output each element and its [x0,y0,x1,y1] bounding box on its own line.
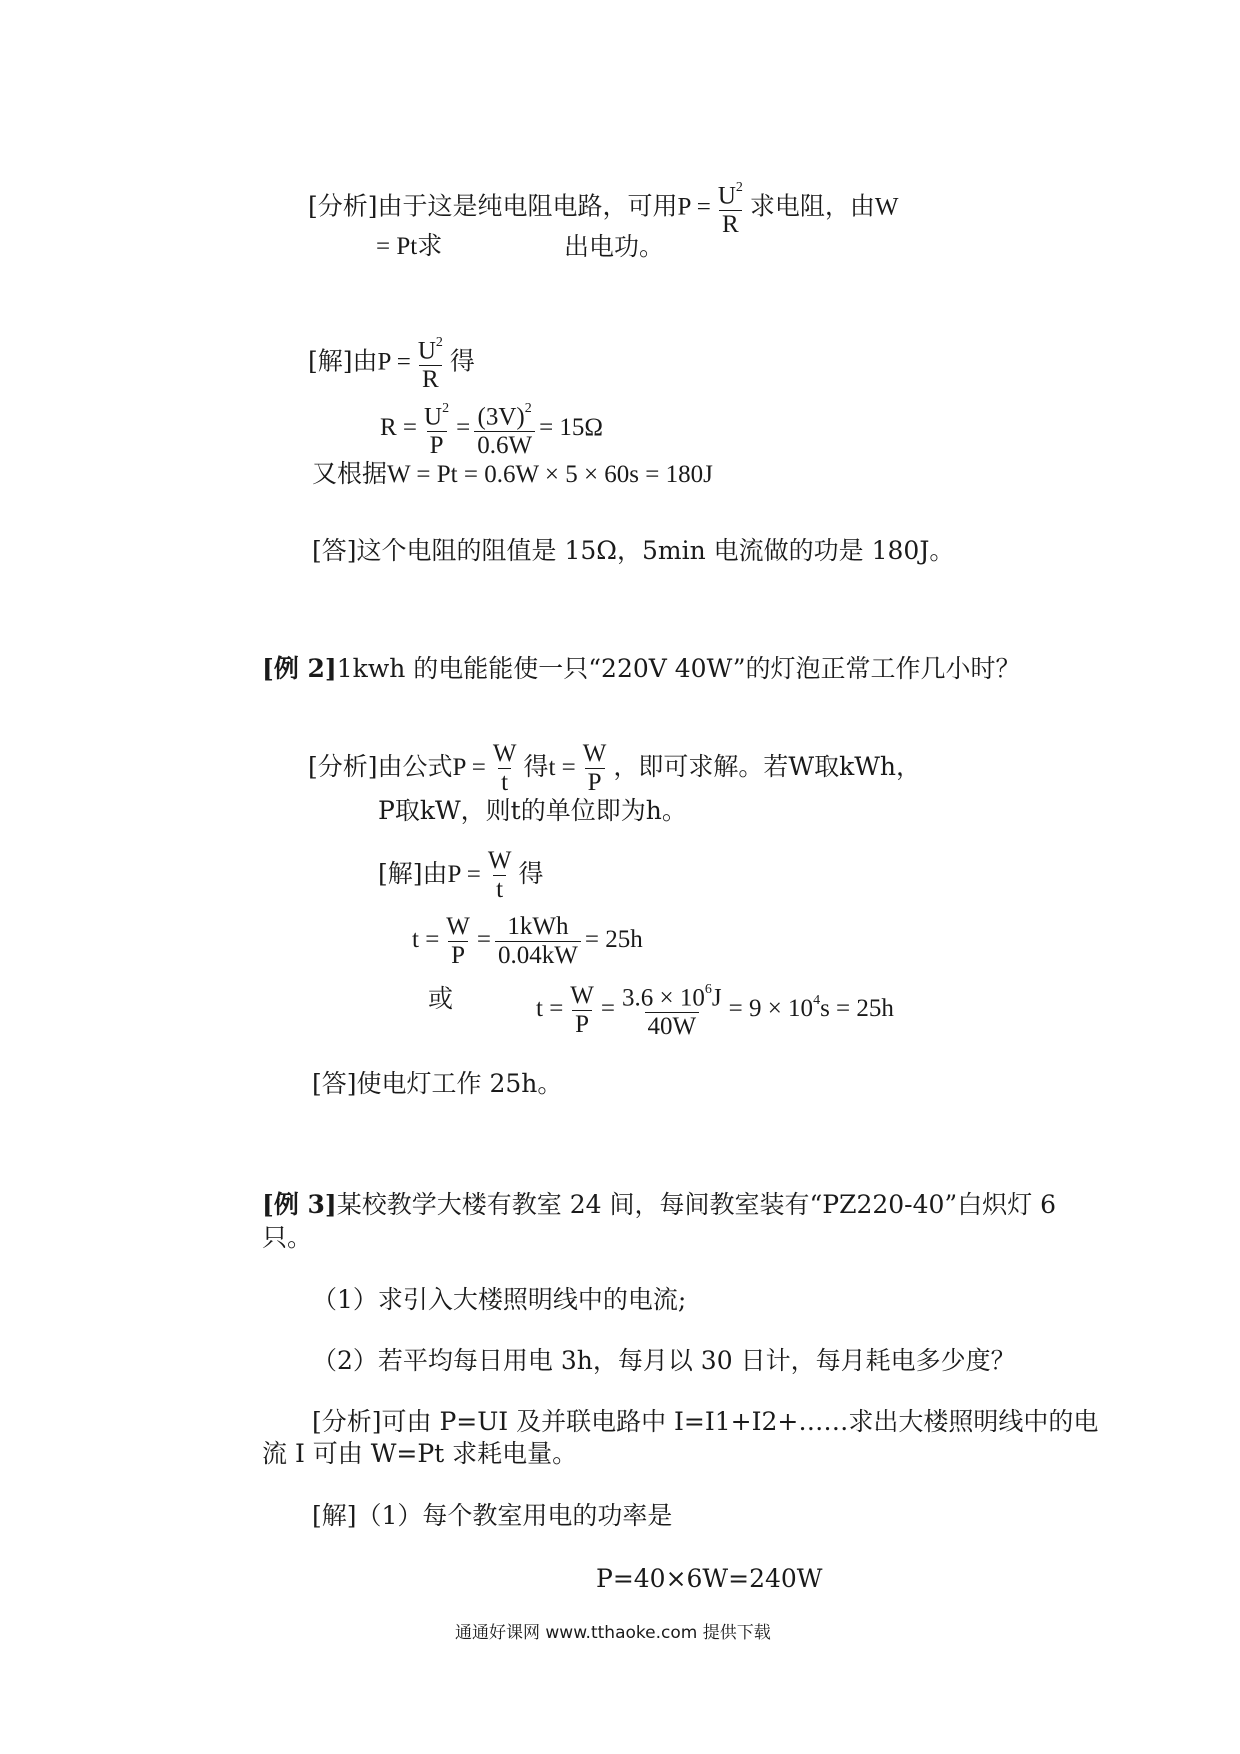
ex2-t-equation-2: t = $\frac{W}{P}$ = $\frac{3.6 \times 10^6J}{40W}$ = $9 \times 10^4s = 25h$ [536,979,894,1041]
ex1-r-frac1-den: P [427,431,447,460]
ex2-t2-frac2-den: 40W [645,1012,700,1041]
ex1-solution-fraction: $\frac{U^2}{R}$ [417,335,443,394]
ex2-analysis-frac-2 [580,740,610,797]
ex1-r-eq-label: R = [380,413,418,441]
ex1-w-line [312,458,713,491]
ex1-r-frac-2: $\frac{(3V)^2}{0.6W}$ [474,398,535,460]
ex2-title-text: 1kwh 的电能能使一只“220V 40W”的灯泡正常工作几小时？ [336,654,1021,683]
ex1-analysis-frac-num: U [717,182,736,210]
ex1-w-prefix: 又根据 [312,459,388,488]
ex2-or-label: 或 [428,984,454,1013]
ex2-analysis-frac-1 [490,740,520,797]
ex2-analysis-frac2-num: W [582,740,607,767]
ex2-solution-frac-num: W [487,847,512,874]
ex2-analysis-suffix: ，即可求解。若W取kWh， [613,752,922,781]
ex1-analysis-line2a: = Pt求 [376,233,443,260]
ex2-t2-eq-label: t = [536,994,564,1022]
ex3-analysis-line1: [分析]可由 P=UI 及并联电路中 I=I1+I2+……求出大楼照明线中的电 [312,1407,1099,1436]
ex2-t2-frac2-num: 3.6 × 10 [622,984,705,1012]
ex2-solution-suffix: 得 [518,859,544,888]
ex2-solution-prefix: [解]由 [378,859,448,888]
page-footer: 通通好课网 www.tthaoke.com 提供下载 [455,1623,771,1643]
ex1-answer: [答]这个电阻的阻值是 15Ω，5min 电流做的功是 180J。 [312,536,955,565]
ex2-t2-frac1-num: W [570,981,594,1009]
ex3-title-line2: 只。 [262,1223,313,1252]
ex2-t2-frac2-sup: 6 [704,982,712,997]
ex2-title-label: [例 2] [262,654,337,683]
ex2-t-frac2-num: 1kWh [507,913,569,940]
ex2-t-equation-1: t = $\frac{W}{P}$ = $\frac{\text{1kWh}}{0.04kW}$ = 25h [412,913,643,969]
ex1-solution-frac-num: U [417,337,436,365]
ex3-solution-line: [解]（1）每个教室用电的功率是 [312,1501,673,1530]
ex1-analysis-frac-den: R [719,210,742,239]
ex3-title-label: [例 3] [262,1190,337,1219]
ex3-question-1: （1）求引入大楼照明线中的电流; [312,1285,687,1314]
ex2-analysis-frac1-den: t [498,768,511,797]
ex2-title [262,653,1021,685]
ex1-solution-prefix: [解]由 [308,346,378,376]
ex2-t-frac-1 [443,913,473,970]
ex3-question-2: （2）若平均每日用电 3h，每月以 30 日计，每月耗电多少度？ [312,1346,1016,1375]
ex2-solution-p: P = [447,861,481,888]
ex1-r-frac-1: $\frac{U^2}{P}$ [424,401,450,460]
ex2-answer: [答]使电灯工作 25h。 [312,1069,563,1098]
ex2-t-eq-label: t = [412,926,440,954]
ex1-analysis-mid: 求电阻，由 [749,191,875,221]
ex1-analysis-prefix: [分析]由于这是纯电阻电路，可用 [308,191,678,221]
ex1-analysis-line2b: 出电功。 [564,232,665,261]
ex1-w-equation: W = Pt = 0.6W × 5 × 60s = 180J [387,461,713,488]
ex2-analysis-frac1-num: W [492,740,517,767]
ex2-solution-frac-den: t [493,875,506,904]
ex2-t2-result: = 9 × 10 [728,994,814,1022]
ex2-analysis-prefix: [分析]由公式 [308,752,453,781]
ex2-t-result: = 25h [584,926,643,954]
ex3-analysis-line2: 流 I 可由 W=Pt 求耗电量。 [262,1439,578,1468]
ex1-analysis-p-eq: P = [677,193,711,221]
ex2-t-frac1-num: W [446,913,470,940]
ex2-analysis-line2: P取kW，则t的单位即为h。 [378,796,687,825]
ex2-t-frac-2 [495,913,581,970]
ex2-t2-frac-1 [567,982,597,1039]
ex2-t2-frac1-den: P [572,1010,592,1039]
ex1-analysis-line1 [308,177,899,239]
ex2-t-frac2-den: 0.04kW [495,941,581,970]
ex1-r-frac1-num: U [424,403,443,431]
ex2-analysis-line1 [308,740,921,797]
ex1-analysis-w: W [874,193,899,221]
ex2-analysis-get: 得 [523,752,549,781]
ex1-analysis-fraction: $\frac{U^2}{R}$ [717,180,743,239]
ex1-solution-p-eq: P = [377,348,411,376]
ex2-t2-tail: s = 25h [820,994,894,1022]
ex1-r-frac2-den: 0.6W [474,431,535,460]
ex2-analysis-frac2-den: P [585,768,605,797]
ex2-t-frac1-den: P [448,941,468,970]
ex1-r-result: = 15Ω [539,413,603,441]
ex2-analysis-p: P = [452,754,486,781]
ex2-solution-fraction [485,847,515,904]
ex1-solution-frac-den: R [419,365,442,394]
ex3-solution-equation: P=40×6W=240W [596,1564,823,1593]
ex2-t2-frac2-unit: J [711,984,722,1012]
ex1-solution-suffix: 得 [449,346,475,376]
ex2-t2-sup: 4 [813,992,821,1008]
ex2-t2-frac-2 [619,979,725,1041]
ex1-r-equation: R = $\frac{U^2}{P}$ = $\frac{(3V)^2}{0.6W}$ = 15Ω [380,398,603,460]
ex3-title [262,1189,1056,1221]
ex2-solution-line [378,847,543,904]
ex3-title-text: 某校教学大楼有教室 24 间，每间教室装有“PZ220-40”白炽灯 6 [336,1190,1057,1219]
ex1-solution-line [308,332,475,394]
ex2-analysis-t: t = [548,754,576,781]
ex1-r-frac2-num: (3V) [477,403,525,431]
